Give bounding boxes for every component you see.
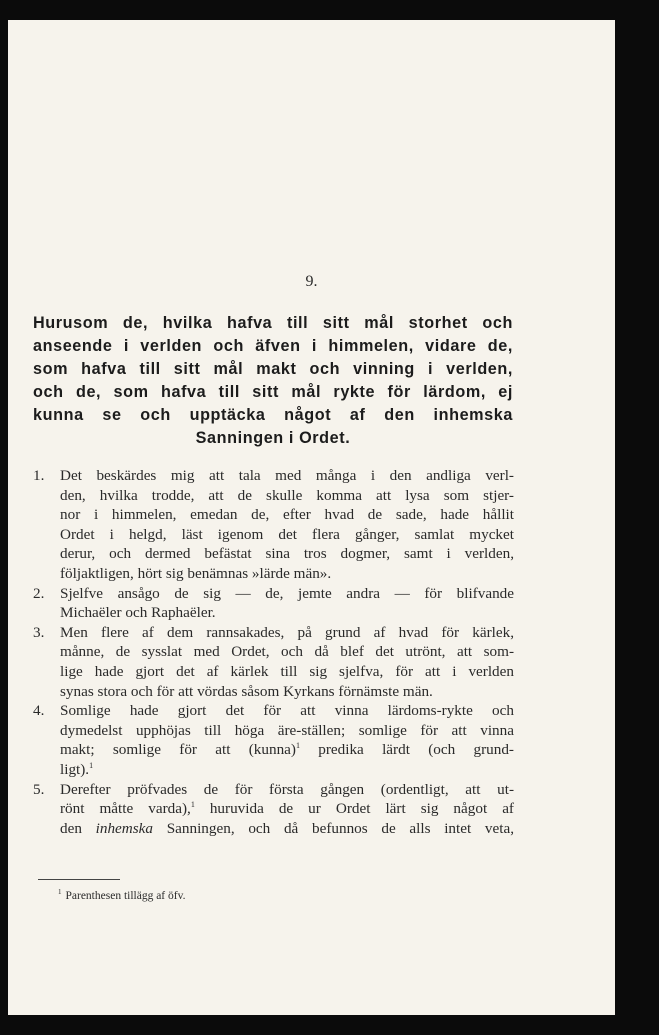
footnote-marker: 1 [58,888,62,897]
text-line [33,819,514,839]
footnote-divider [38,879,120,880]
text-line: månne, de sysslat med Ordet, och då blef det utrönt, att som- [60,643,514,661]
footnote-reference: 1 [295,741,300,751]
footnote-text: Parenthesen tillägg af öfv. [65,890,186,902]
chapter-heading [33,312,513,450]
text-line: Ordet i helgd, läst igenom det flera gånger, samlat mycket [60,525,514,543]
text-line [33,799,514,819]
text-segment: predika lärdt (och grund- [299,741,514,759]
text-line: Michaëler och Raphaëler. [60,604,216,622]
text-line: Somlige hade gjort det för att vinna lärdoms-rykte och [60,702,514,720]
book-page [8,20,615,1015]
text-line: följaktligen, hört sig benämnas »lärde män». [60,564,332,582]
text-line: nor i himmelen, emedan de, efter hvad de sade, hade hållit [60,506,514,524]
text-line: dymedelst upphöjas till höga äre-ställen; somlige för att vinna [60,721,514,739]
text-line: lige hade gjort det af kärlek till sig sjelfva, för att i verlden [60,662,514,680]
heading-line: anseende i verlden och äfven i himmelen, vidare de, [33,337,513,355]
paragraph-number: 4. [33,702,45,720]
text-segment: rönt måtte varda), [60,800,191,818]
paragraph-number: 5. [33,780,45,798]
text-line: den, hvilka trodde, att de skulle komma att lysa som stjer- [60,486,514,504]
paragraph-number: 3. [33,623,45,641]
numbered-paragraph-4 [33,701,514,779]
emphasized-word: inhemska [95,819,154,837]
text-segment: Sanningen, och då befunnos de alls intet veta, [153,819,514,837]
text-segment: den [60,819,96,837]
numbered-paragraph-3 [33,623,514,701]
footnote [58,890,185,902]
page-number: 9. [305,273,318,290]
body-text [33,466,514,838]
paragraph-number: 1. [33,467,45,484]
text-line: synas stora och för att vördas såsom Kyrkans förnämste män. [60,682,433,700]
text-segment: makt; somlige för att (kunna) [60,741,296,759]
footnote-reference: 1 [190,800,195,810]
text-line [33,740,514,760]
heading-line: som hafva till sitt mål makt och vinning i verlden, [33,360,513,378]
heading-line: Hurusom de, hvilka hafva till sitt mål storhet och [33,314,513,332]
text-line: Det beskärdes mig att tala med många i den andliga verl- [60,467,514,484]
numbered-paragraph-5 [33,780,514,839]
numbered-paragraph-1 [33,466,514,584]
text-segment: ligt). [60,760,90,778]
heading-line: Sanningen i Ordet. [195,429,351,447]
text-segment: huruvida de ur Ordet lärt sig något af [194,800,514,818]
heading-line: och de, som hafva till sitt mål rykte för lärdom, ej [33,383,513,401]
text-line: Men flere af dem rannsakades, på grund af hvad för kärlek, [60,623,514,641]
footnote-reference: 1 [89,760,94,770]
text-line: Derefter pröfvades de för första gången (ordentligt, att ut- [60,780,514,798]
numbered-paragraph-2 [33,584,514,623]
text-line: derur, och dermed befästat sina tros dogmer, samt i verlden, [60,545,514,563]
text-line: Sjelfve ansågo de sig — de, jemte andra — för blifvande [60,584,514,602]
heading-line: kunna se och upptäcka något af den inhemska [33,406,513,424]
text-line [33,760,514,780]
paragraph-number: 2. [33,584,45,602]
